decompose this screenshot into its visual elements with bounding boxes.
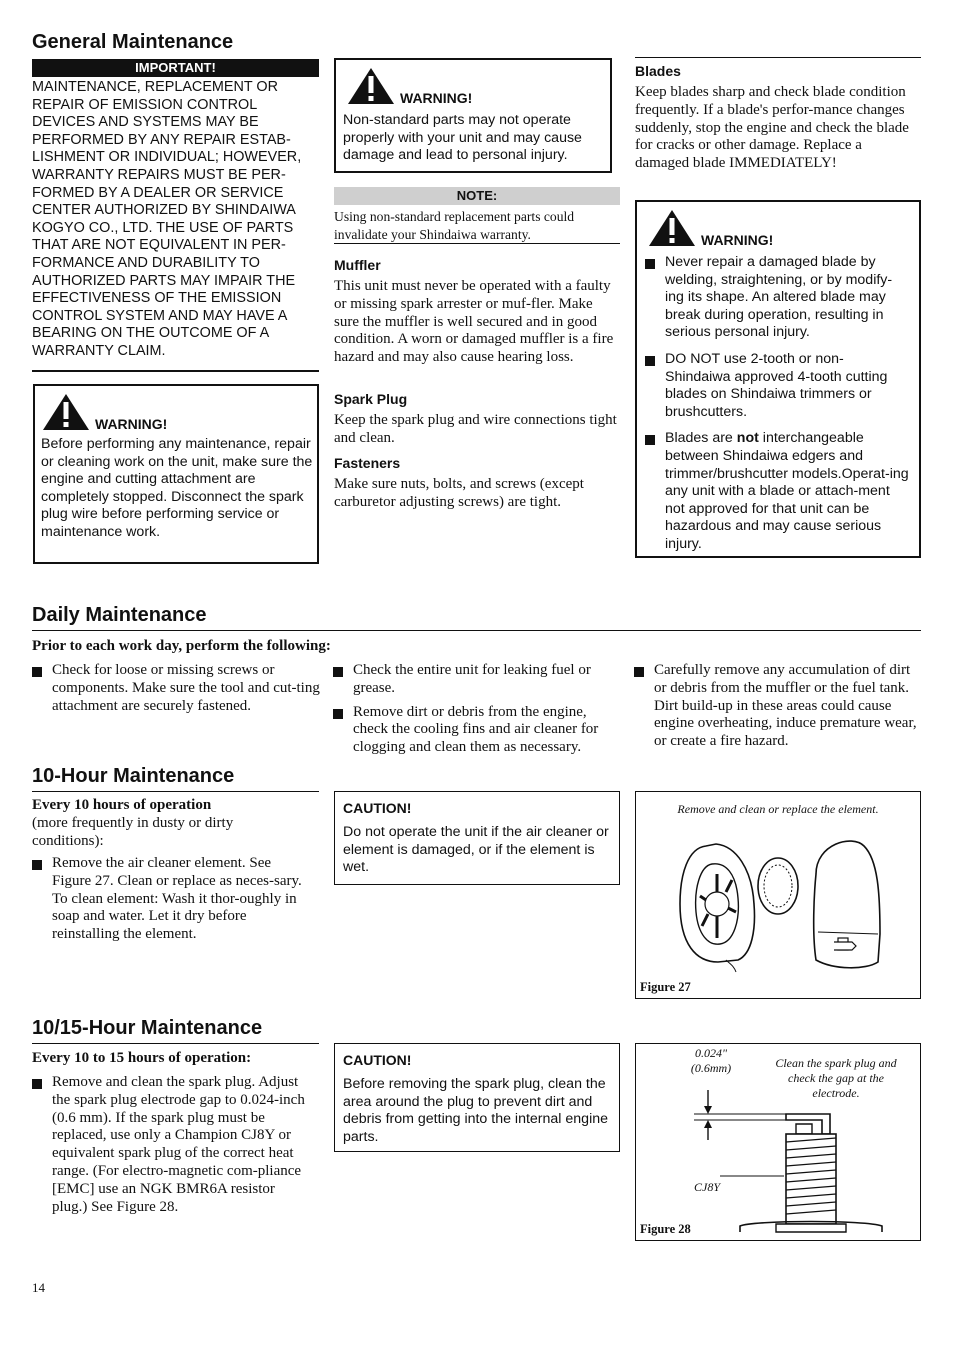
list-item: Blades are not interchangeable between Shindaiwa edgers and trimmer/brushcutter models.Operat-ing any unit with a blade or attach-ment not approved for that unit can be hazardous and may cause serious injury. xyxy=(645,430,909,553)
fifteen-hour-subtitle: Every 10 to 15 hours of operation: xyxy=(32,1050,252,1066)
muffler-heading: Muffler xyxy=(334,257,381,273)
list-item: DO NOT use 2-tooth or non-Shindaiwa approved 4-tooth cutting blades on Shindaiwa trimmers or brushcutters. xyxy=(645,351,909,421)
list-item: Remove dirt or debris from the engine, check the cooling fins and air cleaner for clogging and clean them as necessary. xyxy=(333,704,623,757)
daily-list-col3 xyxy=(634,662,922,751)
note-banner: NOTE: xyxy=(334,187,620,205)
ten-hour-subtitle: Every 10 hours of operation xyxy=(32,797,212,813)
divider xyxy=(635,57,921,58)
list-item: Check the entire unit for leaking fuel or grease. xyxy=(333,662,623,698)
general-maintenance-title: General Maintenance xyxy=(32,31,234,53)
list-item: Remove and clean the spark plug. Adjust the spark plug electrode gap to 0.024-inch (0.6 mm). If the spark plug must be replaced, use only a Champion CJ8Y or equivalent spark plug of the correct heat range. (For electro-magnetic com-pliance [EMC] use an NGK BMR6A resistor plug.) See Figure 28. xyxy=(32,1074,314,1216)
plug-label: CJ8Y xyxy=(694,1180,721,1194)
note-text: Using non-standard replacement parts could invalidate your Shindaiwa warranty. xyxy=(334,209,575,242)
divider xyxy=(32,370,319,372)
warning-list xyxy=(645,254,909,554)
figure-27 xyxy=(635,791,921,999)
divider xyxy=(32,791,319,792)
warning-box-blades xyxy=(635,200,921,558)
daily-maintenance-title: Daily Maintenance xyxy=(32,604,207,626)
divider xyxy=(334,243,620,244)
page-number: 14 xyxy=(32,1280,45,1295)
figure-label: Figure 28 xyxy=(640,1222,691,1236)
daily-subtitle: Prior to each work day, perform the following: xyxy=(32,638,331,654)
caution-box-spark-plug xyxy=(334,1043,620,1152)
warning-box-nonstandard xyxy=(334,58,612,173)
divider xyxy=(32,630,921,631)
warning-triangle-icon xyxy=(647,208,697,248)
caution-text: Before removing the spark plug, clean the area around the plug to prevent dirt and debris from getting into the internal engine parts. xyxy=(343,1076,608,1145)
figure-caption: Clean the spark plug and check the gap at the electrode. xyxy=(775,1056,897,1100)
warning-triangle-icon xyxy=(41,392,91,432)
list-item: Check for loose or missing screws or components. Make sure the tool and cut-ting attachment are securely fastened. xyxy=(32,662,322,715)
muffler-text: This unit must never be operated with a faulty or missing spark arrester or muf-fler. Make sure the muffler is well secured and in good condition. A worn or damaged muffler is a fire hazard and may also cause hearing loss. xyxy=(334,278,614,366)
important-banner: IMPORTANT! xyxy=(32,59,319,77)
important-text: MAINTENANCE, REPLACEMENT OR REPAIR OF EMISSION CONTROL DEVICES AND SYSTEMS MAY BE PERFORMED BY ANY REPAIR ESTAB-LISHMENT OR INDIVIDUAL; HOWEVER, WARRANTY REPAIRS MUST BE PER-FORMED BY A DEALER OR SERVICE CENTER AUTHORIZED BY SHINDAIWA KOGYO CO., LTD. THE USE OF PARTS THAT ARE NOT EQUIVALENT IN PER-FORMANCE AND DURABILITY TO AUTHORIZED PARTS MAY IMPAIR THE EFFECTIVENESS OF THE EMISSION CONTROL SYSTEM AND MAY HAVE A BEARING ON THE OUTCOME OF A WARRANTY CLAIM. xyxy=(32,79,302,359)
fasteners-heading: Fasteners xyxy=(334,455,401,471)
figure-caption: Remove and clean or replace the element. xyxy=(677,802,879,816)
fifteen-hour-list xyxy=(32,1074,314,1216)
fasteners-text: Make sure nuts, bolts, and screws (except carburetor adjusting screws) are tight. xyxy=(334,476,584,510)
figure-28 xyxy=(635,1043,921,1241)
warning-label: WARNING! xyxy=(400,90,473,106)
fifteen-hour-maintenance-title: 10/15-Hour Maintenance xyxy=(32,1017,263,1039)
warning-triangle-icon xyxy=(346,66,396,106)
warning-box-maintenance xyxy=(33,384,319,564)
warning-text: Non-standard parts may not operate properly with your unit and may cause damage and lead to personal injury. xyxy=(343,112,582,164)
figure-label: Figure 27 xyxy=(640,980,691,994)
list-item: Never repair a damaged blade by welding, straightening, or by modify-ing its shape. An altered blade may break during operation, resulting in serious personal injury. xyxy=(645,254,909,342)
ten-hour-maintenance-title: 10-Hour Maintenance xyxy=(32,765,235,787)
air-cleaner-illustration xyxy=(666,834,906,974)
caution-label: CAUTION! xyxy=(343,1052,412,1068)
caution-box-air-cleaner xyxy=(334,791,620,885)
sparkplug-text: Keep the spark plug and wire connections tight and clean. xyxy=(334,412,617,446)
sparkplug-heading: Spark Plug xyxy=(334,391,408,407)
caution-text: Do not operate the unit if the air cleaner or element is damaged, or if the element is wet. xyxy=(343,824,609,876)
gap-label: 0.024" (0.6mm) xyxy=(690,1046,732,1075)
warning-label: WARNING! xyxy=(701,232,774,248)
daily-list-col2 xyxy=(333,662,623,757)
caution-label: CAUTION! xyxy=(343,800,412,816)
blades-heading: Blades xyxy=(635,63,681,79)
blades-text: Keep blades sharp and check blade condition frequently. If a blade's perfor-mance changes suddenly, stop the engine and check the blade for cracks or other damage. Replace a damaged blade IMMEDIATELY! xyxy=(635,84,909,172)
divider xyxy=(32,1043,319,1044)
list-item: Carefully remove any accumulation of dirt or debris from the muffler or the fuel tank. Dirt build-up in these areas could cause engine overheating, induce premature wear, or create a fire hazard. xyxy=(634,662,922,751)
spark-plug-illustration xyxy=(636,1084,920,1234)
list-item: Remove the air cleaner element. See Figure 27. Clean or replace as neces-sary. To clean element: Wash it thor-oughly in soap and water. Let it dry before reinstalling the element. xyxy=(32,855,302,944)
warning-label: WARNING! xyxy=(95,416,168,432)
ten-hour-list xyxy=(32,855,302,944)
ten-hour-subnote: (more frequently in dusty or dirty conditions): xyxy=(32,815,234,849)
warning-text: Before performing any maintenance, repair or cleaning work on the unit, make sure the engine and cutting attachment are completely stopped. Disconnect the spark plug wire before performing service or maintenance work. xyxy=(41,436,313,540)
daily-list-col1 xyxy=(32,662,322,715)
